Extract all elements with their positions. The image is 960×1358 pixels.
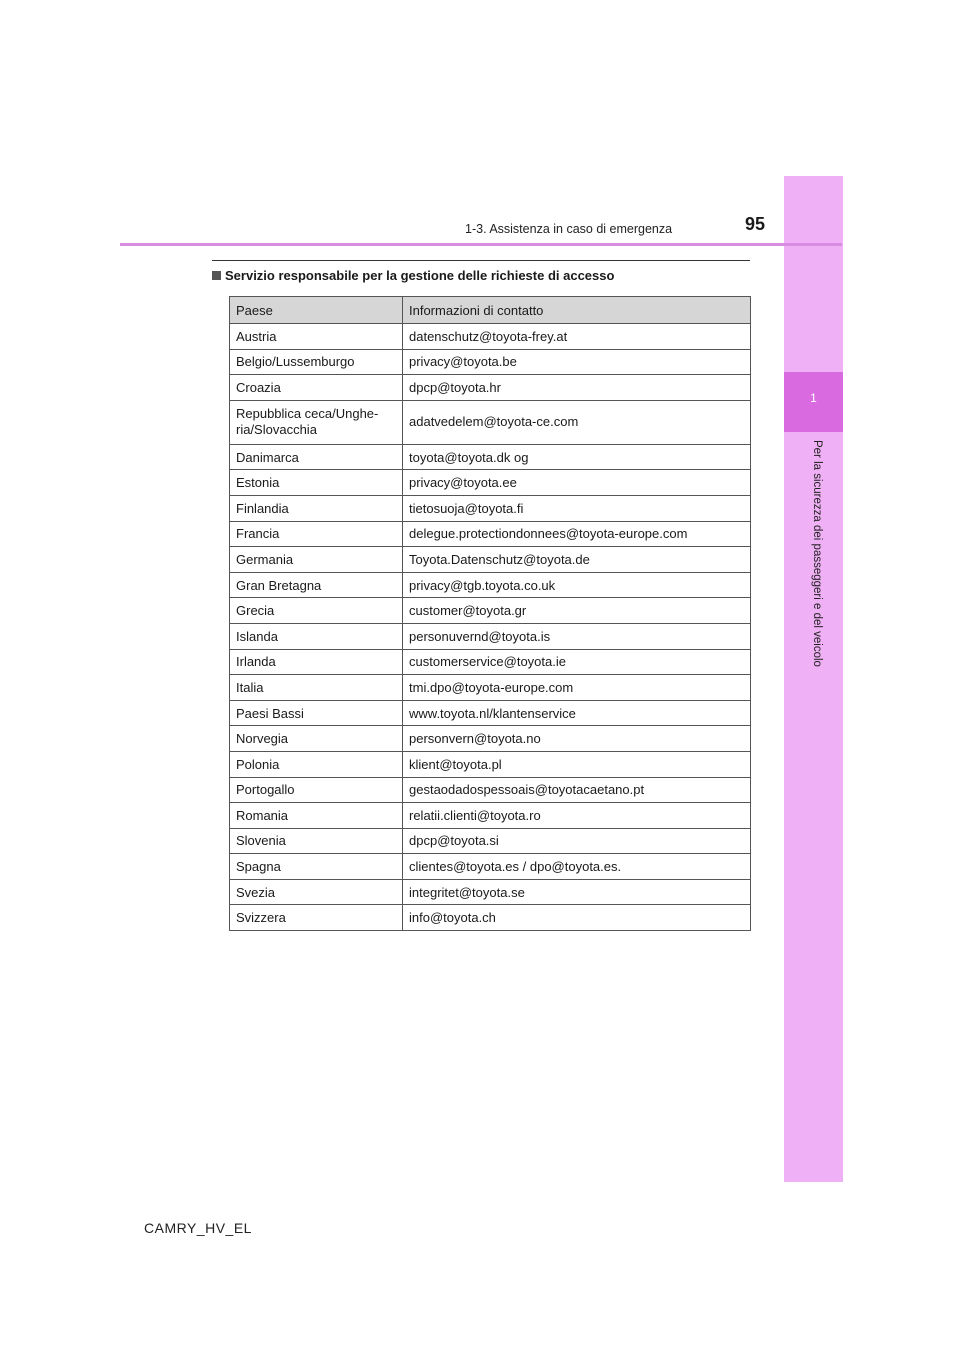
country-cell: Norvegia <box>230 726 403 752</box>
header-contact: Informazioni di contatto <box>403 297 751 324</box>
country-cell: Polonia <box>230 751 403 777</box>
side-tab <box>784 176 843 1182</box>
country-line-1: Repubblica ceca/Unghe- <box>236 406 379 422</box>
contact-cell: privacy@tgb.toyota.co.uk <box>403 572 751 598</box>
chapter-title-vertical: Per la sicurezza dei passeggeri e del veicolo <box>811 440 823 667</box>
country-cell: Portogallo <box>230 777 403 803</box>
contact-cell: datenschutz@toyota-frey.at <box>403 324 751 350</box>
country-cell: Gran Bretagna <box>230 572 403 598</box>
table-row <box>230 598 751 624</box>
contact-cell: toyota@toyota.dk og <box>403 444 751 470</box>
table-row <box>230 726 751 752</box>
footer-model-code: CAMRY_HV_EL <box>144 1220 252 1236</box>
contact-cell: personuvernd@toyota.is <box>403 623 751 649</box>
country-cell: Italia <box>230 675 403 701</box>
country-cell: Francia <box>230 521 403 547</box>
country-cell: Svezia <box>230 879 403 905</box>
table-row <box>230 879 751 905</box>
country-cell: Estonia <box>230 470 403 496</box>
table-row <box>230 828 751 854</box>
table-row <box>230 905 751 931</box>
header-rule <box>120 243 842 246</box>
country-cell: Austria <box>230 324 403 350</box>
table-row <box>230 649 751 675</box>
table-row <box>230 521 751 547</box>
contact-cell: dpcp@toyota.si <box>403 828 751 854</box>
contact-cell: privacy@toyota.ee <box>403 470 751 496</box>
country-cell: Grecia <box>230 598 403 624</box>
contact-cell: relatii.clienti@toyota.ro <box>403 803 751 829</box>
table-row <box>230 444 751 470</box>
contact-cell: adatvedelem@toyota-ce.com <box>403 400 751 444</box>
country-cell: Svizzera <box>230 905 403 931</box>
contact-cell: personvern@toyota.no <box>403 726 751 752</box>
contact-cell: delegue.protectiondonnees@toyota-europe.com <box>403 521 751 547</box>
contact-cell: info@toyota.ch <box>403 905 751 931</box>
table-row <box>230 854 751 880</box>
content-rule <box>212 260 750 261</box>
table-row <box>230 572 751 598</box>
contact-cell: integritet@toyota.se <box>403 879 751 905</box>
contact-cell: clientes@toyota.es / dpo@toyota.es. <box>403 854 751 880</box>
country-cell: Croazia <box>230 375 403 401</box>
contact-cell: tietosuoja@toyota.fi <box>403 495 751 521</box>
table-row <box>230 700 751 726</box>
table-header-row <box>230 297 751 324</box>
country-cell: Paesi Bassi <box>230 700 403 726</box>
contact-cell: klient@toyota.pl <box>403 751 751 777</box>
section-header: 1-3. Assistenza in caso di emergenza <box>465 222 673 236</box>
table-row <box>230 547 751 573</box>
country-cell: Danimarca <box>230 444 403 470</box>
contact-cell: www.toyota.nl/klantenservice <box>403 700 751 726</box>
country-cell: Romania <box>230 803 403 829</box>
country-cell: Belgio/Lussemburgo <box>230 349 403 375</box>
table-row <box>230 675 751 701</box>
contact-cell: gestaodadospessoais@toyotacaetano.pt <box>403 777 751 803</box>
subheading <box>212 268 614 283</box>
table-row <box>230 375 751 401</box>
table-row <box>230 349 751 375</box>
table-row <box>230 324 751 350</box>
country-cell: Germania <box>230 547 403 573</box>
table-row <box>230 470 751 496</box>
table-row <box>230 495 751 521</box>
table-row <box>230 623 751 649</box>
country-cell <box>230 400 403 444</box>
contacts-table <box>229 296 751 931</box>
page-number: 95 <box>745 214 766 234</box>
country-cell: Finlandia <box>230 495 403 521</box>
table-row <box>230 400 751 444</box>
country-line-2: ria/Slovacchia <box>236 422 317 438</box>
chapter-number: 1 <box>810 391 817 405</box>
table-row <box>230 777 751 803</box>
contact-cell: dpcp@toyota.hr <box>403 375 751 401</box>
contact-cell: privacy@toyota.be <box>403 349 751 375</box>
subheading-text: Servizio responsabile per la gestione delle richieste di accesso <box>225 268 615 283</box>
country-cell: Slovenia <box>230 828 403 854</box>
contact-cell: customerservice@toyota.ie <box>403 649 751 675</box>
contact-cell: Toyota.Datenschutz@toyota.de <box>403 547 751 573</box>
header-country: Paese <box>230 297 403 324</box>
country-cell: Islanda <box>230 623 403 649</box>
contact-cell: customer@toyota.gr <box>403 598 751 624</box>
table-row <box>230 803 751 829</box>
square-bullet-icon <box>212 271 221 280</box>
country-cell: Spagna <box>230 854 403 880</box>
country-cell: Irlanda <box>230 649 403 675</box>
contact-cell: tmi.dpo@toyota-europe.com <box>403 675 751 701</box>
table-row <box>230 751 751 777</box>
